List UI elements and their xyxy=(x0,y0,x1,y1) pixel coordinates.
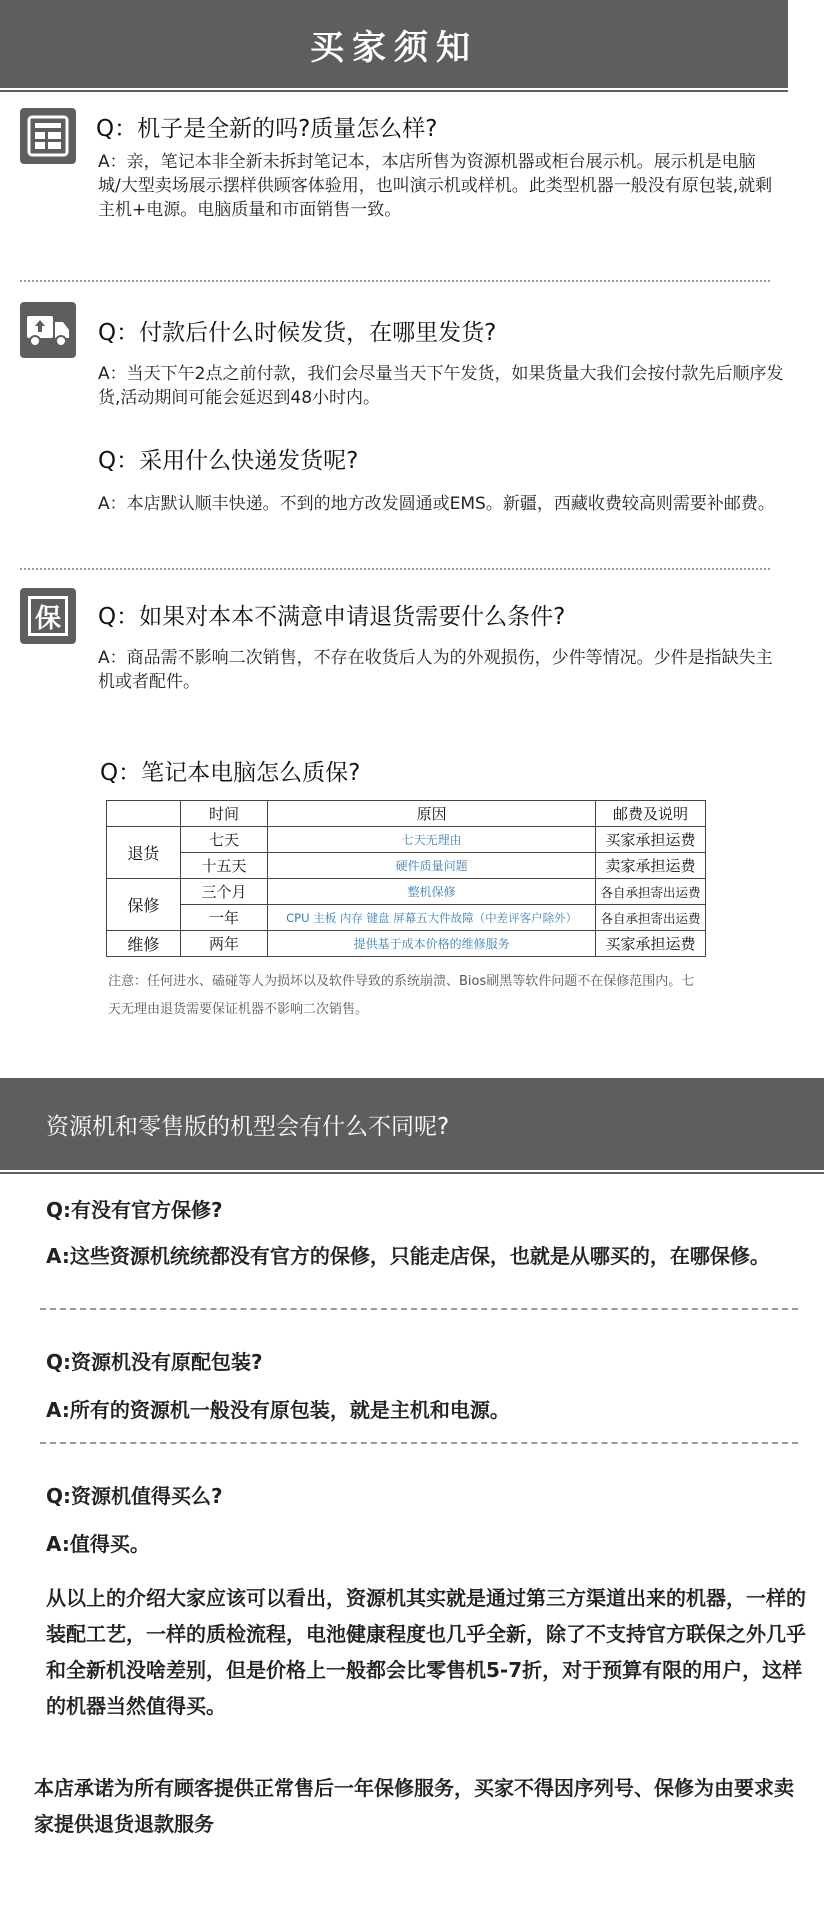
table-header-cell: 原因 xyxy=(268,801,596,827)
banner-underline xyxy=(0,1172,824,1174)
faq-answer: A：亲，笔记本非全新未拆封笔记本，本店所售为资源机器或柜台展示机。展示机是电脑城/大型卖场展示摆样供顾客体验用，也叫演示机或样机。此类型机器一般没有原包装,就剩主机+电源。电脑质量和市面销售一致。 xyxy=(98,152,773,220)
reason-cell: 提供基于成本价格的维修服务 xyxy=(268,931,596,957)
warranty-icon xyxy=(20,588,76,644)
time-cell: 两年 xyxy=(180,931,268,957)
table-row xyxy=(107,879,706,905)
reason-cell: CPU 主板 内存 键盘 屏幕五大件故障（中差评客户除外） xyxy=(268,905,596,931)
faq-answer: A:值得买。 xyxy=(46,1532,150,1556)
reason-cell: 七天无理由 xyxy=(268,827,596,853)
table-row xyxy=(107,905,706,931)
time-cell: 十五天 xyxy=(180,853,268,879)
table-row xyxy=(107,827,706,853)
notice-banner xyxy=(0,0,788,88)
table-header-row xyxy=(107,801,706,827)
group-label: 保修 xyxy=(107,879,181,931)
faq-question: Q：机子是全新的吗?质量怎么样? xyxy=(96,116,438,142)
faq-question: Q：采用什么快递发货呢? xyxy=(98,448,359,474)
fee-cell: 买家承担运费 xyxy=(596,931,706,957)
banner-underline xyxy=(0,90,788,92)
faq-answer: A:所有的资源机一般没有原包装，就是主机和电源。 xyxy=(46,1398,510,1422)
divider xyxy=(20,280,770,282)
faq-answer: A：当天下午2点之前付款，我们会尽量当天下午发货，如果货量大我们会按付款先后顺序发货,活动期间可能会延迟到48小时内。 xyxy=(98,364,784,408)
warranty-table xyxy=(106,800,706,957)
faq-answer: A：本店默认顺丰快递。不到的地方改发圆通或EMS。新疆，西藏收费较高则需要补邮费。 xyxy=(98,494,775,514)
warranty-note: 注意：任何进水、磕碰等人为损坏以及软件导致的系统崩溃、Bios刷黑等软件问题不在保修范围内。七天无理由退货需要保证机器不影响二次销售。 xyxy=(108,974,695,1017)
divider xyxy=(40,1308,798,1310)
warranty-question: Q：笔记本电脑怎么质保? xyxy=(100,760,361,786)
time-cell: 三个月 xyxy=(180,879,268,905)
divider xyxy=(20,568,770,570)
faq-question: Q：如果对本本不满意申请退货需要什么条件? xyxy=(98,604,566,630)
summary-paragraph: 从以上的介绍大家应该可以看出，资源机其实就是通过第三方渠道出来的机器，一样的装配工艺，一样的质检流程，电池健康程度也几乎全新，除了不支持官方联保之外几乎和全新机没啥差别，但是价格上一般都会比零售机5-7折，对于预算有限的用户，这样的机器当然值得买。 xyxy=(46,1586,806,1718)
notice-title: 买家须知 xyxy=(310,27,478,68)
time-cell: 七天 xyxy=(180,827,268,853)
faq-answer: A：商品需不影响二次销售，不存在收货后人为的外观损伤，少件等情况。少件是指缺失主机或者配件。 xyxy=(98,648,773,692)
fee-cell: 各自承担寄出运费 xyxy=(596,905,706,931)
reason-cell: 硬件质量问题 xyxy=(268,853,596,879)
list-icon xyxy=(20,108,76,164)
difference-banner xyxy=(0,1078,824,1170)
divider xyxy=(40,1442,798,1444)
store-promise: 本店承诺为所有顾客提供正常售后一年保修服务，买家不得因序列号、保修为由要求卖家提供退货退款服务 xyxy=(34,1776,794,1836)
table-row xyxy=(107,931,706,957)
table-corner-cell xyxy=(107,801,181,827)
table-header-cell: 时间 xyxy=(180,801,268,827)
faq-question: Q：付款后什么时候发货，在哪里发货? xyxy=(98,320,497,346)
fee-cell: 各自承担寄出运费 xyxy=(596,879,706,905)
faq-answer: A:这些资源机统统都没有官方的保修，只能走店保，也就是从哪买的，在哪保修。 xyxy=(46,1244,770,1268)
time-cell: 一年 xyxy=(180,905,268,931)
difference-title: 资源机和零售版的机型会有什么不同呢? xyxy=(46,1113,450,1140)
truck-icon xyxy=(20,302,76,358)
fee-cell: 买家承担运费 xyxy=(596,827,706,853)
table-header-cell: 邮费及说明 xyxy=(596,801,706,827)
faq-question: Q:有没有官方保修? xyxy=(46,1198,223,1222)
group-label: 维修 xyxy=(107,931,181,957)
warranty-icon-char: 保 xyxy=(28,596,68,636)
reason-cell: 整机保修 xyxy=(268,879,596,905)
fee-cell: 卖家承担运费 xyxy=(596,853,706,879)
faq-question: Q:资源机没有原配包装? xyxy=(46,1350,263,1374)
faq-question: Q:资源机值得买么? xyxy=(46,1484,223,1508)
group-label: 退货 xyxy=(107,827,181,879)
table-row xyxy=(107,853,706,879)
